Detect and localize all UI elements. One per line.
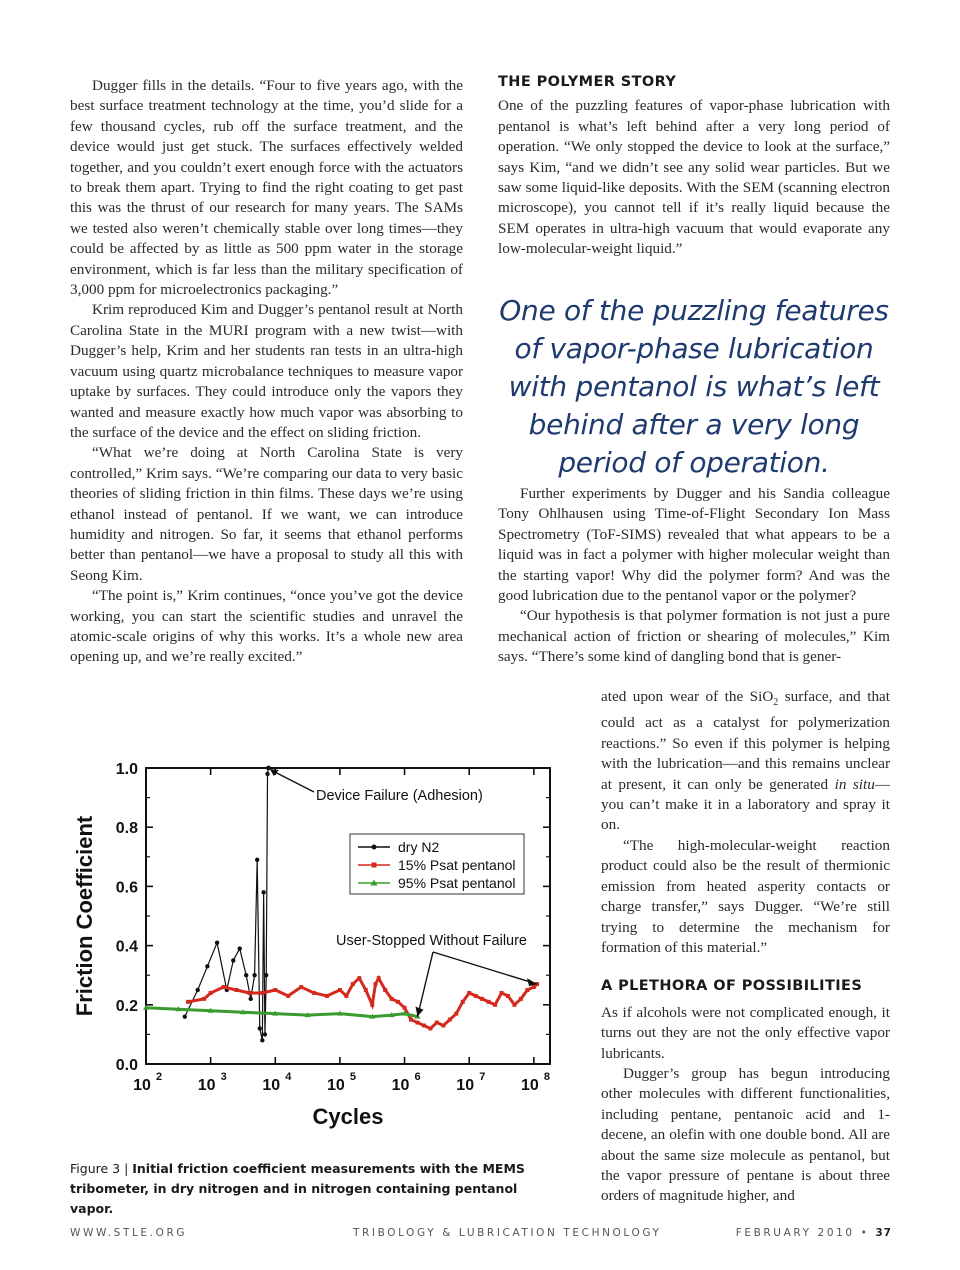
legend-marker — [372, 863, 377, 868]
data-point-15-psat — [351, 982, 355, 986]
left-paragraph-3: “What we’re doing at North Carolina State is very controlled,” Krim says. “We’re comparing our data to very basic theories of sliding friction in thin films. These days we’re using ethanol instead of pentanol. If we want, we can introduce humidity and nitrogen. So far, it seems that ethanol performs better than pentanol—we have a proposal to study all this with Seong Kim. — [70, 444, 463, 584]
right-mid-column — [498, 484, 890, 668]
data-point-15-psat — [493, 1003, 497, 1007]
data-point-15-psat — [209, 991, 213, 995]
data-point-15-psat — [370, 1003, 374, 1007]
data-point-15-psat — [186, 1000, 190, 1004]
data-point-15-psat — [403, 1006, 407, 1010]
in-situ-italic: in situ — [834, 775, 875, 793]
x-tick-base: 10 — [262, 1077, 281, 1094]
failure-arrow-line — [273, 771, 314, 792]
footer-date: FEBRUARY 2010 — [735, 1227, 855, 1239]
data-point-15-psat — [222, 985, 226, 989]
left-paragraph-1: Dugger fills in the details. “Four to five years ago, with the best surface treatment technology at the time, you’d slide for a few thousand cycles, rub off the surface treatment, and the device would just get stuck. The surfaces effectively welded together, and you couldn’t exert enough force with the actuators to break them apart. Trying to find the right coating to get past this was the thrust of our research for many years. The SAMs we tested also weren’t chemically stable over long times—they could be affected by as little as 500 ppm water in the storage environment, which is far less than the military specification of 3,000 ppm for microelectronics packaging.” — [70, 77, 463, 299]
data-point-15-psat — [396, 1000, 400, 1004]
data-point-dry-n2 — [255, 858, 259, 862]
x-tick-exponent: 2 — [156, 1071, 163, 1083]
left-paragraph-2: Krim reproduced Kim and Dugger’s pentanol result at North Carolina State in the MURI program with a new twist—with Dugger’s help, Krim and her students ran tests in an ultra-high vacuum using quartz microbalance techniques to measure vapor uptake by surfaces. They could introduce only the vapors they wanted and measure exactly how much vapor was absorbing to the surface of the device and the effect on sliding friction. — [70, 301, 463, 441]
series-line-1 — [188, 978, 537, 1028]
data-point-dry-n2 — [263, 1032, 267, 1036]
data-point-15-psat — [260, 991, 264, 995]
data-point-15-psat — [467, 991, 471, 995]
y-tick-label: 1.0 — [115, 761, 138, 778]
data-point-15-psat — [441, 1024, 445, 1028]
x-tick-exponent: 8 — [543, 1071, 550, 1083]
polymer-section — [498, 72, 890, 260]
y-tick-label: 0.4 — [115, 938, 138, 956]
data-point-15-psat — [461, 1000, 465, 1004]
data-point-15-psat — [273, 988, 277, 992]
x-tick-exponent: 4 — [285, 1071, 292, 1083]
right-narrow-column — [601, 687, 890, 1207]
friction-chart — [68, 752, 568, 1136]
footer-date-page — [736, 1227, 892, 1239]
data-point-15-psat — [390, 997, 394, 1001]
failure-annotation: Device Failure (Adhesion) — [316, 788, 483, 804]
data-point-15-psat — [525, 988, 529, 992]
data-point-15-psat — [364, 988, 368, 992]
left-column — [70, 76, 463, 668]
data-point-15-psat — [506, 994, 510, 998]
data-point-15-psat — [377, 976, 381, 980]
footer-publication: TRIBOLOGY & LUBRICATION TECHNOLOGY — [353, 1227, 662, 1239]
data-point-15-psat — [383, 988, 387, 992]
x-tick-base: 10 — [133, 1077, 151, 1094]
footer-website: WWW.STLE.ORG — [70, 1227, 188, 1239]
figure-label: Figure 3 | — [70, 1161, 133, 1176]
friction-chart-svg — [68, 752, 568, 1136]
data-point-dry-n2 — [265, 772, 269, 776]
y-tick-label: 0.6 — [115, 879, 138, 897]
user-stopped-arrow-2 — [433, 952, 537, 984]
footer — [70, 1227, 892, 1243]
data-point-15-psat — [428, 1026, 432, 1030]
y-tick-label: 0.8 — [115, 820, 138, 838]
data-point-15-psat — [202, 997, 206, 1001]
y-axis-label: Friction Coefficient — [72, 815, 97, 1017]
figure-caption-text: Initial friction coefficient measurements with the MEMS tribometer, in dry nitrogen and in nitrogen containing pentanol vapor. — [70, 1161, 525, 1216]
x-tick-exponent: 5 — [349, 1071, 357, 1083]
plethora-heading: A PLETHORA OF POSSIBILITIES — [601, 978, 863, 995]
data-point-15-psat — [512, 1003, 516, 1007]
footer-separator: • — [860, 1227, 870, 1239]
plot-frame — [146, 768, 550, 1064]
polymer-paragraph: One of the puzzling features of vapor-phase lubrication with pentanol is what’s left behind after a very long period of operation. “We only stopped the device to look at the surface,” says Kim, “and we didn’t see any solid wear particles. But we saw some liquid-like deposits. With the SEM (scanning electron microscope), you cannot tell if it’s really liquid because the SEM operates in ultra-high vacuum that would evaporate any low-molecular-weight liquid.” — [498, 97, 890, 258]
pull-quote: One of the puzzling features of vapor-phase lubrication with pentanol is what’s left behind after a very long period of operation. — [499, 294, 889, 479]
user-stopped-annotation: User-Stopped Without Failure — [336, 933, 527, 949]
hypothesis-text-b: surface, and that could act as a catalyst for polymerization reactions.” So even if this polymer is helping with the lubrication—and this remains unclear at present, it can only be generated — [601, 688, 890, 793]
data-point-dry-n2 — [252, 973, 256, 977]
data-point-15-psat — [325, 994, 329, 998]
data-point-15-psat — [299, 985, 303, 989]
subscript-two: 2 — [773, 697, 779, 709]
data-point-15-psat — [500, 991, 504, 995]
data-point-dry-n2 — [260, 1038, 264, 1042]
data-point-dry-n2 — [205, 964, 209, 968]
data-point-15-psat — [422, 1024, 426, 1028]
hypothesis-text-c: —you can’t make it in a laboratory and spray it on. — [601, 775, 890, 834]
x-tick-exponent: 7 — [479, 1071, 486, 1083]
x-tick-exponent: 3 — [220, 1071, 227, 1083]
data-point-15-psat — [373, 982, 377, 986]
data-point-dry-n2 — [238, 946, 242, 950]
data-point-dry-n2 — [264, 973, 268, 977]
data-point-15-psat — [415, 1021, 419, 1025]
alcohols-paragraph: As if alcohols were not complicated enough, it turns out they are not the only effective vapor lubricants. — [601, 1003, 890, 1062]
legend-entry: 95% Psat pentanol — [398, 875, 516, 891]
data-point-15-psat — [409, 1018, 413, 1022]
y-tick-label: 0.2 — [115, 997, 138, 1015]
data-point-15-psat — [312, 991, 316, 995]
hypothesis-continued — [601, 687, 890, 836]
data-point-dry-n2 — [183, 1014, 187, 1018]
x-tick-base: 10 — [520, 1077, 539, 1094]
legend-entry: dry N2 — [398, 839, 440, 855]
ohlhausen-paragraph: Further experiments by Dugger and his Sandia colleague Tony Ohlhausen using Time-of-Flight Secondary Ion Mass Spectrometry (ToF-SIMS) revealed that what appears to be a liquid was in fact a polymer with higher molecular weight than the starting vapor! Why did the polymer form? And was the good lubrication due to the pentanol vapor or the polymer? — [498, 485, 890, 605]
hypothesis-text-a: ated upon wear of the SiO — [601, 688, 774, 705]
data-point-15-psat — [480, 997, 484, 1001]
data-point-dry-n2 — [196, 988, 200, 992]
data-point-15-psat — [338, 988, 342, 992]
data-point-15-psat — [344, 994, 348, 998]
data-point-15-psat — [286, 994, 290, 998]
x-tick-base: 10 — [391, 1077, 410, 1094]
data-point-15-psat — [247, 991, 251, 995]
data-point-15-psat — [519, 997, 523, 1001]
failure-arrowhead — [270, 769, 279, 776]
thermionic-paragraph: “The high-molecular-weight reaction product could also be the result of thermionic emission from heated asperity contacts or charge transfer,” says Dugger. “We’re still trying to determine the mechanism for formation of this material.” — [601, 836, 890, 956]
data-point-dry-n2 — [215, 940, 219, 944]
left-paragraph-4: “The point is,” Krim continues, “once you’ve got the device working, you can start the scientific studies and unravel the atomic-scale origins of why this works. It’s a whole new area opening up, and we’re really excited.” — [70, 587, 463, 666]
molecules-paragraph: Dugger’s group has begun introducing other molecules with different functionalities, including pentane, pentanoic acid and 1-decene, an olefin with one double bond. All are about the same size molecule as pentanol, but the vapor pressure of pentane is about three orders of magnitude higher, and — [601, 1064, 890, 1205]
x-tick-base: 10 — [456, 1077, 475, 1094]
data-point-15-psat — [357, 976, 361, 980]
hypothesis-paragraph: “Our hypothesis is that polymer formation is not just a pure mechanical action of friction or shearing of molecules,” Kim says. “There’s some kind of dangling bond that is gener- — [498, 607, 890, 666]
data-point-dry-n2 — [261, 890, 265, 894]
data-point-dry-n2 — [244, 973, 248, 977]
data-point-dry-n2 — [258, 1026, 262, 1030]
x-tick-base: 10 — [327, 1077, 345, 1094]
data-point-dry-n2 — [231, 958, 235, 962]
page-number: 37 — [875, 1227, 892, 1239]
user-stopped-arrow-1 — [417, 952, 433, 1017]
x-tick-exponent: 6 — [414, 1071, 421, 1083]
data-point-15-psat — [454, 1012, 458, 1016]
x-axis-label: Cycles — [312, 1104, 384, 1129]
data-point-15-psat — [234, 988, 238, 992]
x-tick-base: 10 — [197, 1077, 216, 1094]
data-point-15-psat — [474, 994, 478, 998]
polymer-heading: THE POLYMER STORY — [498, 74, 677, 90]
legend-entry: 15% Psat pentanol — [398, 857, 516, 873]
legend-marker — [372, 845, 377, 850]
data-point-dry-n2 — [249, 997, 253, 1001]
figure-caption — [70, 1159, 560, 1219]
data-point-15-psat — [487, 1000, 491, 1004]
data-point-15-psat — [448, 1018, 452, 1022]
y-tick-label: 0.0 — [115, 1057, 138, 1074]
data-point-15-psat — [435, 1021, 439, 1025]
